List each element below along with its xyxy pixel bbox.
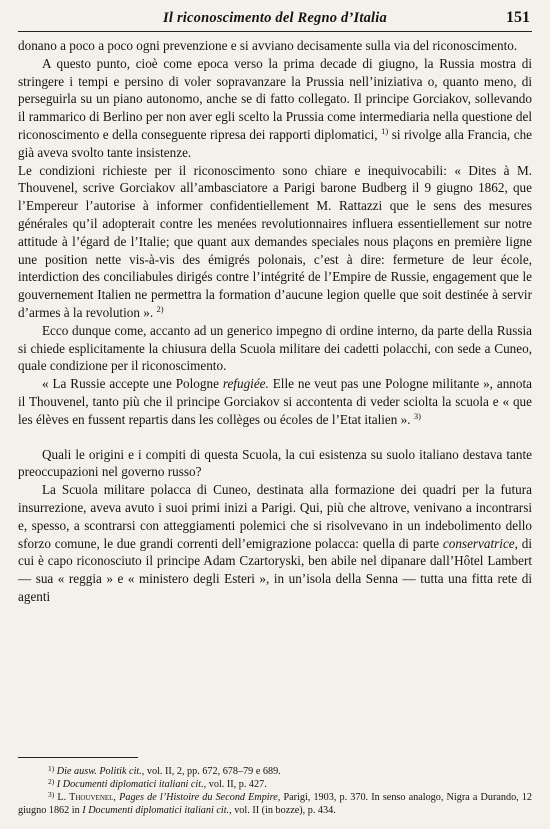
- paragraph-7-text-b: di cui è capo riconosciuto il principe Adam Czartoryski, ben abile nel dipanare dall’Hôtel Lambert — sua « reggia » e « ministero degli Esteri », in un’isola della Senna — tutta una fitta rete di agenti: [18, 535, 533, 604]
- header-rule: [18, 31, 532, 32]
- body-text: [18, 37, 532, 606]
- footnote-ref-3: 3): [413, 410, 421, 421]
- footnote-1-text: vol. II, 2, pp. 672, 678–79 e 689.: [146, 766, 281, 777]
- paragraph-3-text: Le condizioni richieste per il riconoscimento sono chiare e inequivocabili: « Dites à M. Thouvenel, scrive Gorciakov all’ambasciatore a Parigi barone Budberg il 9 giugno 1862, que l’Empereur l’autorise à informer confidentiellement M. Rattazzi que le sens des mesures générales qu’il adopterait contre les menées revolutionnaires influera essentiellement sur notre attitude à l’égard de l’Italie; que quant aux demandes speciales nous plaçons en première ligne une position nette vis-à-vis des émigrés polonais, c’est à dire: fermeture de leur école, interdiction des conciliabules dirigés contre l’intégrité de l’Empire de Russie, engagement que le gouvernement Italien ne permettra la formation d’aucune legion quelle que soit destinée à servir d’armes à la revolution ».: [18, 162, 532, 320]
- footnote-1: [18, 765, 532, 778]
- paragraph-2: [18, 55, 532, 162]
- footnote-3-text: Parigi, 1903, p. 370. In senso analogo, Nigra a Durando, 12 giugno 1862 in: [18, 792, 533, 816]
- footnote-3-mark: 3): [48, 790, 55, 799]
- footnote-3-source-2: I Documenti diplomatici italiani cit.,: [82, 805, 232, 816]
- footnote-3: [18, 791, 532, 817]
- paragraph-4: Ecco dunque come, accanto ad un generico impegno di ordine interno, da parte della Russia si chiede esplicitamente la chiusura della Scuola militare dei cadetti polacchi, con sede a Cuneo, quale condizione per il riconoscimento.: [18, 322, 532, 374]
- paragraph-5-emphasis: refugiée.: [222, 376, 269, 392]
- paragraph-5: [18, 375, 532, 428]
- paragraph-7-text-a: La Scuola militare polacca di Cuneo, destinata alla formazione dei quadri per la futura insurrezione, aveva avuto i suoi primi inizi a Parigi. Qui, più che altrove, venivano a incontrarsi e, spesso, a scontrarsi con atteggiamenti polemici che si risolvevano in un indebolimento dello sforzo comune, le due grandi correnti dell’emigrazione polacca: quella di parte: [18, 482, 532, 551]
- footnote-3-source: Pages de l’Histoire du Second Empire,: [119, 792, 281, 803]
- paragraph-2-text-b: si rivolge alla Francia, che già aveva svolto tante insistenze.: [18, 126, 533, 160]
- paragraph-3: [18, 162, 532, 322]
- footnote-2-source: I Documenti diplomatici italiani cit.,: [56, 779, 207, 790]
- paragraph-7: [18, 481, 532, 606]
- footnote-3-author: L. Thouvenel,: [57, 792, 116, 803]
- paragraph-5-text-a: « La Russie accepte une Pologne: [42, 376, 219, 392]
- paragraph-5-text-b: Elle ne veut pas une Pologne militante », annota il Thouvenel, tanto più che il principe Gorciakov si accontenta di veder sciolta la scuola e « que les élèves en fussent repartis dans les collèges ou écoles de l’Etat italien ».: [18, 376, 532, 427]
- page-number: 151: [506, 9, 530, 26]
- running-title: Il riconoscimento del Regno d’Italia: [163, 10, 387, 26]
- page-header: [18, 6, 532, 32]
- footnote-ref-2: 2): [156, 303, 164, 314]
- footnote-2-mark: 2): [48, 777, 55, 786]
- paragraph-1: donano a poco a poco ogni prevenzione e si avviano decisamente sulla via del riconoscimento.: [18, 38, 518, 53]
- footnote-1-source: Die ausw. Politik cit.,: [56, 766, 145, 777]
- paragraph-2-text-a: A questo punto, cioè come epoca verso la prima decade di giugno, la Russia mostra di stringere i tempi e persino di voler sopravanzare la Prussia nell’iniziativa o, quanto meno, di perseguirla su un piano autonomo, anche se di fatto collegato. Il principe Gorciakov, sollevando il rammarico di Berlino per non aver egli scelto la Prussia come intermediaria nella questione del riconoscimento e della conseguente ripresa dei rapporti diplomatici,: [18, 55, 532, 142]
- footnotes: [18, 765, 532, 817]
- footnote-1-mark: 1): [48, 764, 55, 773]
- footnote-2-text: vol. II, p. 427.: [208, 779, 267, 790]
- paragraph-7-emphasis: conservatrice,: [442, 535, 518, 551]
- footnote-rule: [18, 757, 138, 758]
- footnote-ref-1: 1): [381, 125, 389, 136]
- paragraph-6: Quali le origini e i compiti di questa Scuola, la cui esistenza su suolo italiano destava tante preoccupazioni nel governo russo?: [18, 446, 532, 480]
- footnote-3-text-2: vol. II (in bozze), p. 434.: [234, 805, 336, 816]
- footnote-2: [18, 778, 532, 791]
